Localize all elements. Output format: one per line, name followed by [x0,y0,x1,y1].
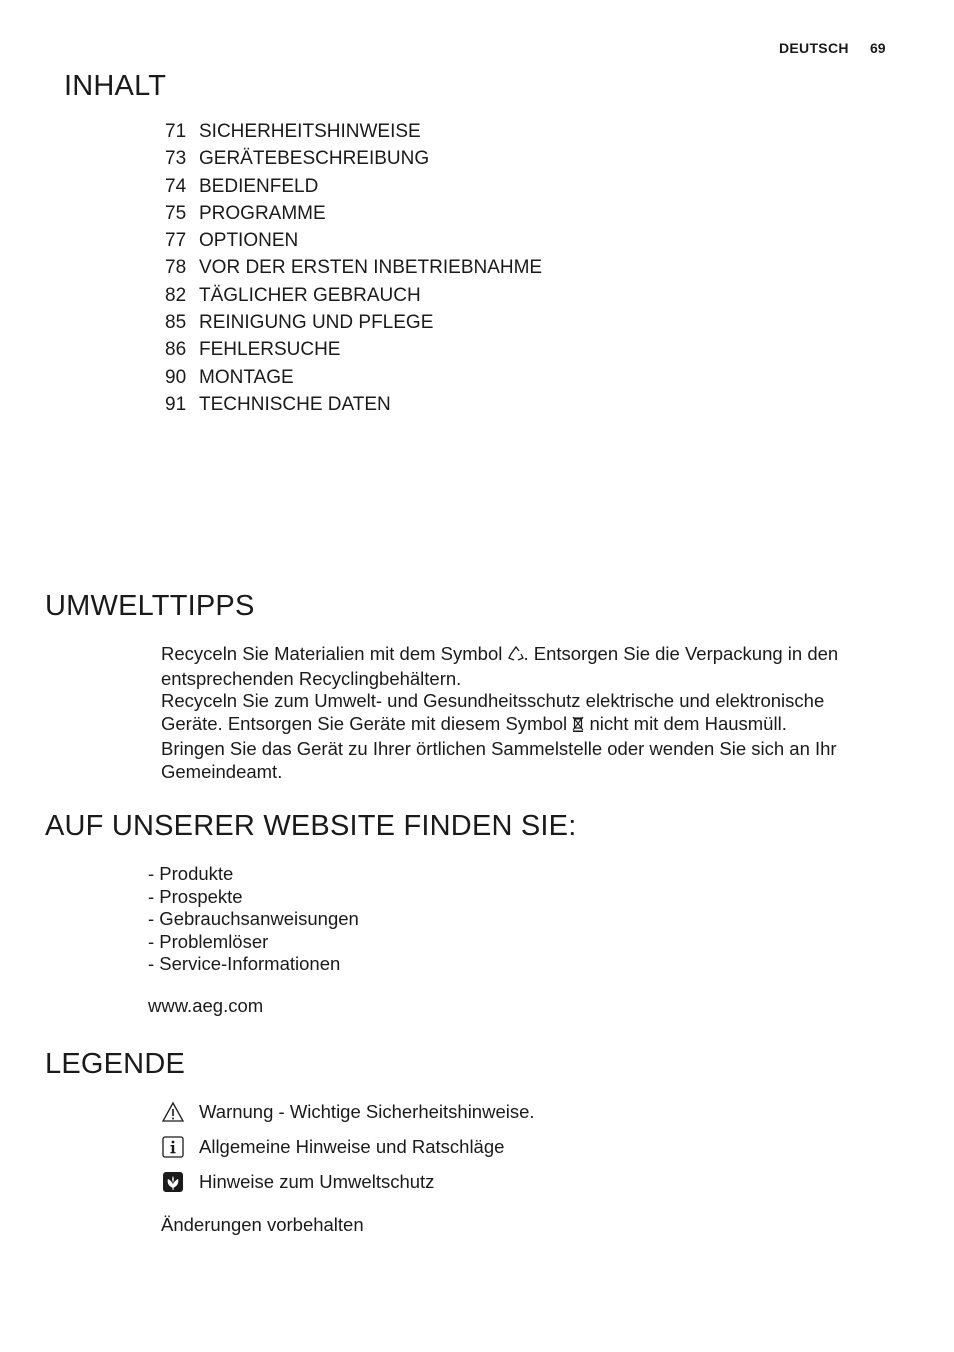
toc-label: BEDIENFELD [199,175,319,197]
toc-page: 75 [165,202,187,224]
legende-heading: LEGENDE [45,1048,185,1080]
toc-label: TÄGLICHER GEBRAUCH [199,284,421,306]
umwelttipps-text [161,643,901,783]
toc-item-bedienfeld[interactable] [165,176,542,203]
toc-item-technische-daten[interactable] [165,394,542,421]
umwelt-line-3: Recyceln Sie zum Umwelt- und Gesundheitsschutz elektrische und elektronische [161,690,825,712]
toc-page: 74 [165,175,187,197]
toc-item-geraetebeschreibung[interactable] [165,148,542,175]
inhalt-heading: INHALT [64,70,167,102]
list-item: - Prospekte [148,885,243,907]
umwelt-line-4 [161,713,901,738]
website-url-link[interactable]: www.aeg.com [148,995,264,1016]
toc-label: OPTIONEN [199,230,299,252]
toc-item-programme[interactable] [165,203,542,230]
page-number: 69 [870,40,886,56]
environment-icon [161,1170,185,1194]
legend-item-warning [161,1100,535,1124]
legend-text-info: Allgemeine Hinweise und Ratschläge [199,1136,505,1157]
umwelt-line-2: entsprechenden Recyclingbehältern. [161,667,462,689]
umwelt-line-6: Gemeindeamt. [161,760,283,782]
legend-text-warning: Warnung - Wichtige Sicherheitshinweise. [199,1101,535,1122]
toc-label: MONTAGE [199,366,294,388]
toc-page: 71 [165,121,187,142]
legend-item-info [161,1135,504,1159]
crossed-bin-icon [572,715,584,738]
toc-page: 86 [165,339,187,361]
toc-label: PROGRAMME [199,202,326,224]
toc-item-montage[interactable] [165,367,542,394]
website-list [148,863,359,976]
toc-page: 77 [165,230,187,252]
toc-page: 82 [165,284,187,306]
website-heading: AUF UNSERER WEBSITE FINDEN SIE: [45,810,577,842]
footnote: Änderungen vorbehalten [161,1214,364,1235]
umwelt-line-5: Bringen Sie das Gerät zu Ihrer örtlichen Sammelstelle oder wenden Sie sich an Ihr [161,737,837,759]
toc-item-vor-der-ersten-inbetriebnahme[interactable] [165,257,542,284]
toc-page: 90 [165,366,187,388]
toc-page: 78 [165,257,187,279]
umwelt-line-1 [161,643,901,668]
list-item: - Problemlöser [148,930,269,952]
toc-item-reinigung-und-pflege[interactable] [165,312,542,339]
list-item: - Service-Informationen [148,953,341,975]
toc-label: GERÄTEBESCHREIBUNG [199,148,430,170]
toc-item-fehlersuche[interactable] [165,339,542,366]
toc-label: REINIGUNG UND PFLEGE [199,312,434,334]
toc-label: TECHNISCHE DATEN [199,393,391,415]
umwelt-line-4-b: nicht mit dem Hausmüll. [589,713,787,735]
toc-label: VOR DER ERSTEN INBETRIEBNAHME [199,257,543,279]
table-of-contents [165,121,542,421]
toc-label: SICHERHEITSHINWEISE [199,121,421,142]
toc-page: 85 [165,312,187,334]
list-item: - Produkte [148,863,234,884]
legend-text-environment: Hinweise zum Umweltschutz [199,1171,435,1192]
toc-item-sicherheitshinweise[interactable] [165,121,542,148]
info-icon [161,1135,185,1159]
umwelttipps-heading: UMWELTTIPPS [45,590,255,622]
header-language: DEUTSCH [779,40,849,56]
recycle-icon [508,645,524,668]
legend-item-environment [161,1170,434,1194]
list-item: - Gebrauchsanweisungen [148,908,359,930]
toc-item-taeglicher-gebrauch[interactable] [165,285,542,312]
toc-label: FEHLERSUCHE [199,339,341,361]
umwelt-line-4-a: Geräte. Entsorgen Sie Geräte mit diesem Symbol [161,713,568,735]
umwelt-line-1-b: . Entsorgen Sie die Verpackung in den [523,643,839,664]
toc-page: 91 [165,393,187,415]
umwelt-line-1-a: Recyceln Sie Materialien mit dem Symbol [161,643,503,664]
warning-icon [161,1100,185,1124]
toc-item-optionen[interactable] [165,230,542,257]
toc-page: 73 [165,148,187,170]
